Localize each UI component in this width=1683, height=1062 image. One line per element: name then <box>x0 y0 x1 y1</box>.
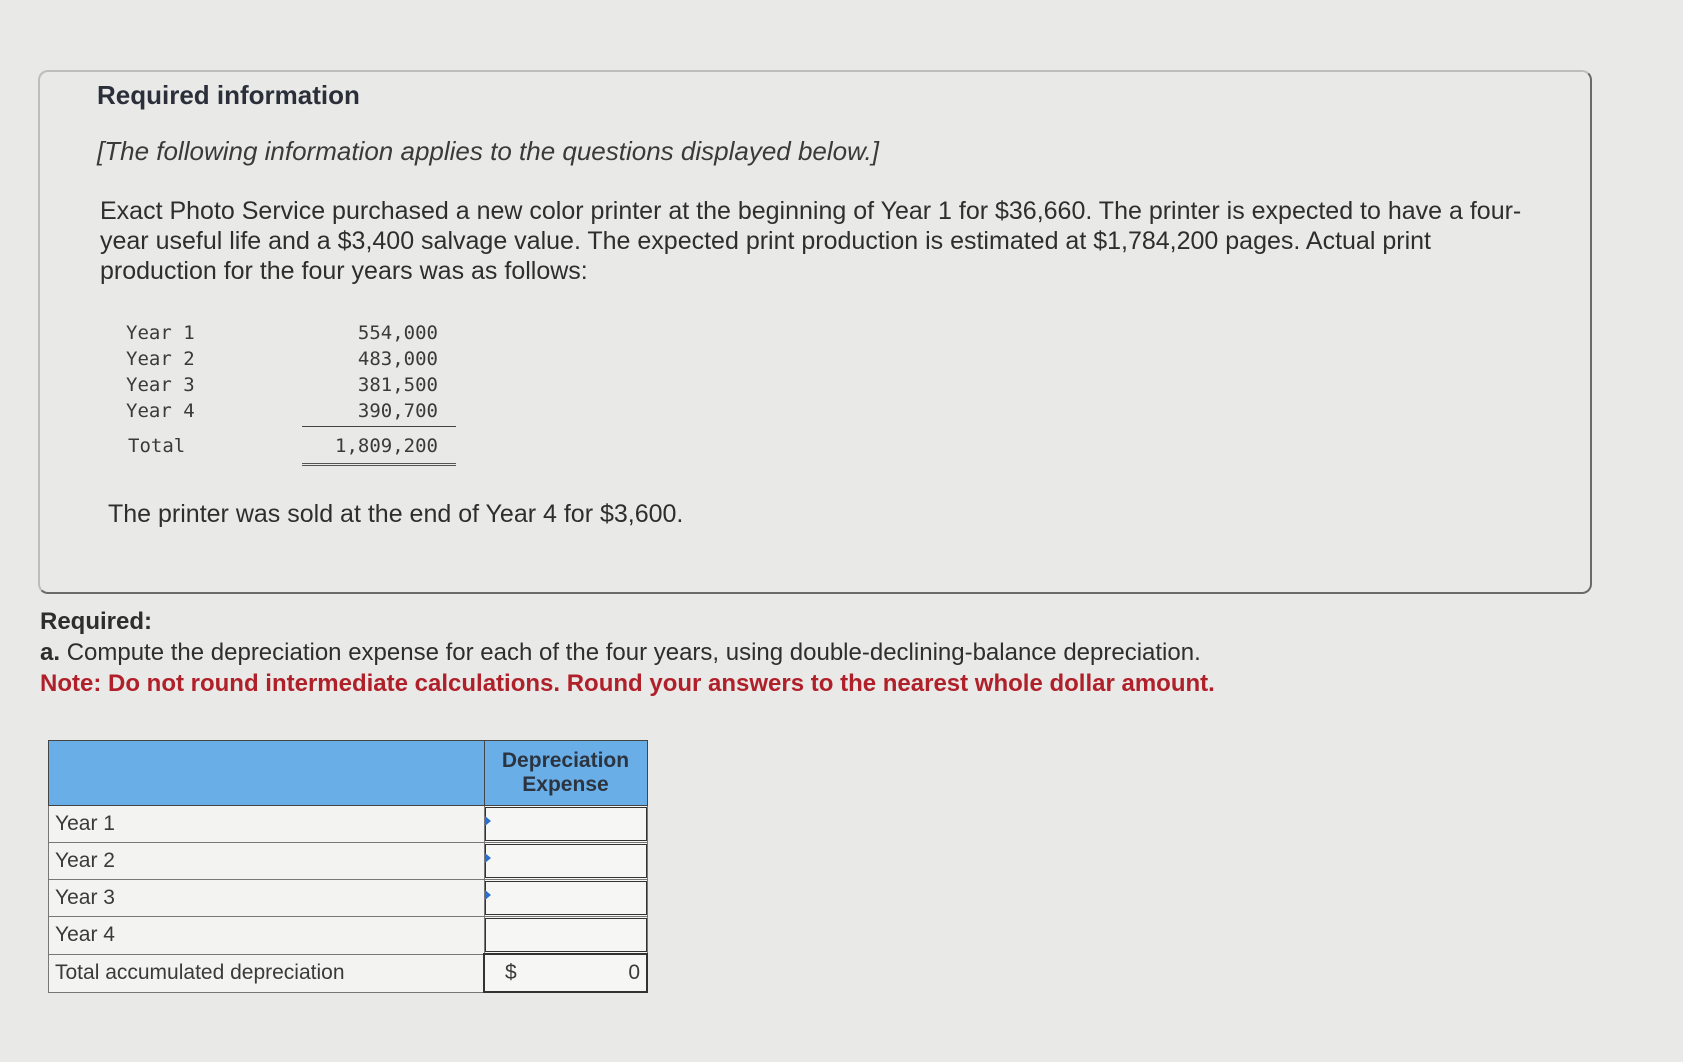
row-label: Year 2 <box>49 843 485 880</box>
year-3-depreciation-input[interactable] <box>485 881 647 915</box>
sold-note: The printer was sold at the end of Year 4 for $3,600. <box>108 500 684 528</box>
production-value: 554,000 <box>357 322 438 344</box>
year-4-depreciation-input[interactable] <box>485 918 647 952</box>
year-4-input-cell <box>484 917 647 955</box>
year-3-input-cell <box>484 880 647 917</box>
total-cell <box>484 954 647 992</box>
intro-note: [The following information applies to the questions displayed below.] <box>97 136 879 166</box>
header-blank <box>49 741 485 806</box>
year-2-input-cell <box>484 843 647 880</box>
production-total-value: 1,809,200 <box>335 435 438 457</box>
total-label: Total accumulated depreciation <box>49 954 485 992</box>
production-value: 381,500 <box>357 374 438 396</box>
input-marker-icon <box>485 853 491 863</box>
production-value: 390,700 <box>357 400 438 422</box>
depreciation-table <box>48 740 648 993</box>
required-part-a <box>40 637 1440 668</box>
row-label: Year 1 <box>49 806 485 843</box>
production-row <box>126 374 456 400</box>
row-label: Year 3 <box>49 880 485 917</box>
required-information-title: Required information <box>97 80 360 110</box>
production-year-label: Year 1 <box>126 322 195 344</box>
header-depreciation-expense: Depreciation Expense <box>484 741 647 806</box>
production-value: 483,000 <box>357 348 438 370</box>
production-year-label: Year 3 <box>126 374 195 396</box>
production-row <box>126 322 456 348</box>
production-total-label: Total <box>128 435 186 457</box>
part-text: Compute the depreciation expense for each of the four years, using double-declining-balance depreciation. <box>66 639 1201 666</box>
input-marker-icon <box>485 890 491 900</box>
table-row <box>49 880 648 917</box>
table-row <box>49 806 648 843</box>
production-row <box>126 348 456 374</box>
production-year-label: Year 4 <box>126 400 195 422</box>
rounding-note: Note: Do not round intermediate calculations. Round your answers to the nearest whole dollar amount. <box>40 670 1215 697</box>
production-year-label: Year 2 <box>126 348 195 370</box>
input-marker-icon <box>485 816 491 826</box>
total-accumulated-value: 0 <box>628 961 640 984</box>
production-row <box>126 400 456 427</box>
part-letter: a. <box>40 639 61 666</box>
table-total-row <box>49 954 648 992</box>
required-heading: Required: <box>40 608 153 635</box>
production-total-row <box>128 431 456 466</box>
year-1-depreciation-input[interactable] <box>485 807 647 841</box>
year-2-depreciation-input[interactable] <box>485 844 647 878</box>
row-label: Year 4 <box>49 917 485 955</box>
year-1-input-cell <box>484 806 647 843</box>
scenario-text: Exact Photo Service purchased a new color printer at the beginning of Year 1 for $36,660. The printer is expected to have a four-year useful life and a $3,400 salvage value. The expected print production is estimated at $1,784,200 pages. Actual print production for the four years was as follows: <box>100 197 1522 285</box>
required-section <box>40 606 1440 699</box>
table-row <box>49 843 648 880</box>
production-table <box>126 322 456 466</box>
currency-symbol: $ <box>505 961 517 984</box>
table-header-row <box>49 741 648 806</box>
table-row <box>49 917 648 955</box>
